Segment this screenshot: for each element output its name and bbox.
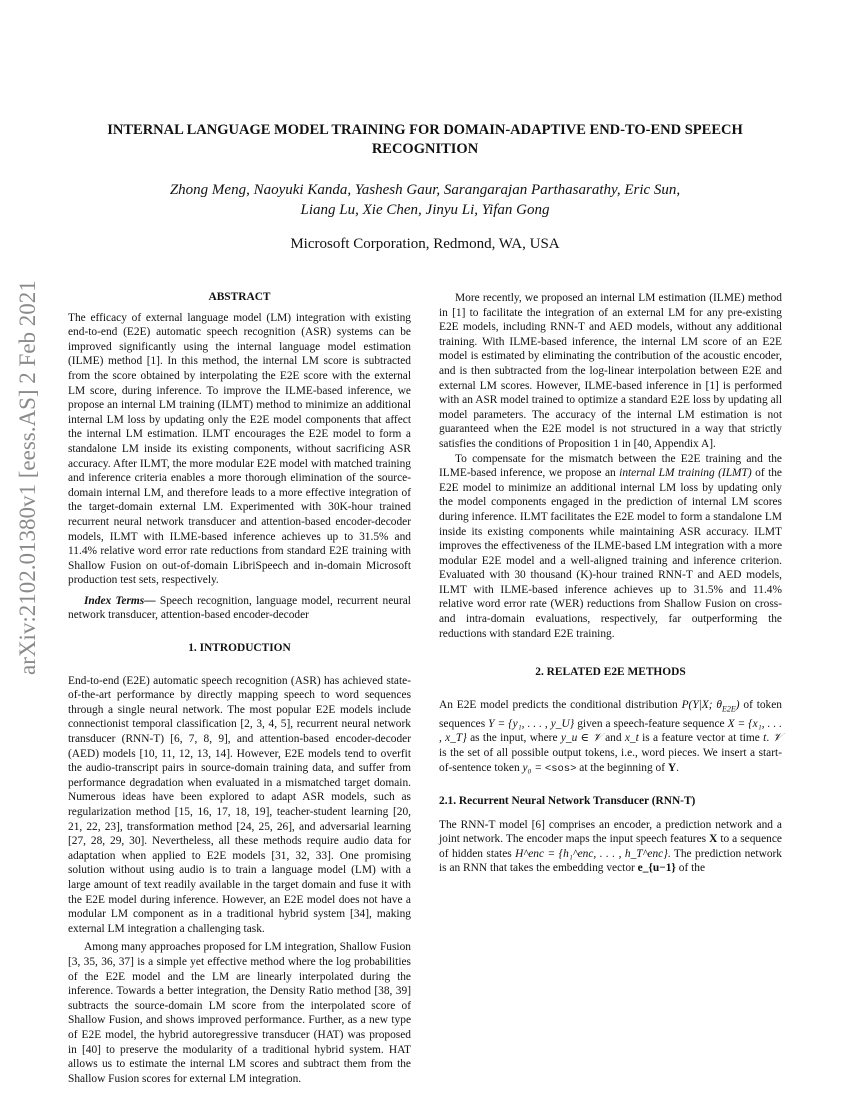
related-text: An E2E model predicts the conditional distribution bbox=[439, 698, 682, 711]
math-expression: X = {x₁, . . . , x_T} bbox=[439, 717, 782, 745]
right-column bbox=[439, 291, 782, 876]
intro-p4-text-b: of the E2E model to minimize an additional internal LM loss by updating only the model components engaged in the prediction of internal LM scores during inference. ILMT facilitates the E2E model to form a standalone LM inside its existing components while maintaining ASR accuracy. ILMT improves the effectiveness of the ILME-based LM integration with a more modular E2E model and a well-aligned training and inference criterion. Evaluated with 30 thousand (K)-hour trained RNN-T and AED models, ILMT with ILME-based inference achieves up to 31.5% and 11.4% relative word error rate (WER) reductions from Shallow Fusion on cross- and intra-domain evaluations, respectively, far outperforming the reductions with standard E2E training. bbox=[439, 467, 782, 640]
intro-paragraph-3: More recently, we proposed an internal LM estimation (ILME) method in [1] to facilitate the integration of an external LM for any pre-existing E2E models, including RNN-T and AED models, without any additional training. With ILME-based inference, the internal LM score of an E2E model is estimated by eliminating the contribution of the acoustic encoder, and is then subtracted from the log-linear interpolation between E2E and external LM scores. However, ILME-based inference in [1] is performed with an ASR model trained to optimize a standard E2E loss by updating all model parameters. The accuracy of the internal LM estimation is not guaranteed when the E2E model is not structured in a way that strictly satisfies the conditions of Proposition 1 in [40, Appendix A]. bbox=[439, 292, 782, 450]
rnnt-subheading: 2.1. Recurrent Neural Network Transducer (RNN-T) bbox=[439, 795, 696, 808]
intro-paragraph-2: Among many approaches proposed for LM integration, Shallow Fusion [3, 35, 36, 37] is a simple yet effective method where the log probabilities of the E2E model and the LM are linearly interpolated during the inference. Towards a better integration, the Density Ratio method [38, 39] subtracts the source-domain LM score from the interpolated score of Shallow Fusion, and shows improved performance. Further, as a new type of E2E model, the hybrid autoregressive transducer (HAT) was proposed in [40] to preserve the modularity of a traditional hybrid system. HAT allows us to estimate the internal LM scores and subtract them from the Shallow Fusion scores for external LM integration. bbox=[68, 941, 411, 1085]
math-expression: e_{u−1} bbox=[637, 862, 676, 875]
math-expression: 𝒱 bbox=[772, 732, 782, 745]
rnnt-text: The RNN-T model [6] comprises an encoder, a prediction network and a joint network. The encoder maps the input speech features bbox=[439, 818, 782, 846]
left-column bbox=[68, 290, 411, 1086]
authors-line-2: Liang Lu, Xie Chen, Jinyu Li, Yifan Gong bbox=[300, 202, 550, 218]
abstract-heading: ABSTRACT bbox=[208, 291, 271, 303]
index-terms bbox=[68, 594, 411, 623]
related-text: is a feature vector at time bbox=[638, 732, 764, 745]
introduction-heading: 1. INTRODUCTION bbox=[188, 642, 291, 655]
math-expression: X bbox=[709, 833, 718, 846]
related-text: given a speech-feature sequence bbox=[574, 717, 728, 730]
intro-paragraph-1: End-to-end (E2E) automatic speech recognition (ASR) has achieved state-of-the-art performance by directly mapping speech to word sequences through a single neural network. The most popular E2E models include connectionist temporal classification [2, 3, 4, 5], recurrent neural network transducer (RNN-T) [6, 7, 8, 9], and attention-based encoder-decoder (AED) models [10, 11, 12, 13, 14]. However, E2E models tend to overfit the audio-transcript pairs in source-domain training data, and suffer from performance degradation when evaluated in a mismatched target domain. Numerous ideas have been explored to adapt ASR models, such as regularization method [15, 16, 17, 18, 19], teacher-student learning [20, 21, 22, 23], transformation method [24, 25, 26], and adversarial learning [27, 28, 29, 30]. Nevertheless, all these methods require audio data for adaptation when applied to E2E models [31, 32, 33]. One promising solution without using audio is to train a language model (LM) with a large amount of text readily available in the target domain and fuse it with the E2E model during inference. However, an E2E model does not have a modular LM component as in a traditional hybrid system [34], making external LM integration a challenging task. bbox=[68, 674, 411, 935]
related-text: . bbox=[766, 732, 773, 745]
math-expression: x_t bbox=[624, 732, 639, 745]
abstract-text: The efficacy of external language model (LM) integration with existing end-to-end (E2E) automatic speech recognition (ASR) systems can be improved significantly using the internal language model estimation (ILME) method [1]. In this method, the internal LM score is subtracted from the score obtained by interpolating the E2E score with the external LM score, during inference. To improve the ILME-based inference, we propose an internal LM training (ILMT) method to minimize an additional internal LM loss by updating only the E2E model components that affect the internal LM estimation. ILMT encourages the E2E model to form a standalone LM inside its existing components, without sacrificing ASR accuracy. After ILMT, the more modular E2E model with matched training and inference criteria enables a more thorough elimination of the source-domain internal LM, and therefore leads to a more effective integration of the target-domain external LM. Experimented with 30K-hour trained recurrent neural network transducer and attention-based encoder-decoder models, ILMT with ILME-based inference achieves up to 31.5% and 11.4% relative word error rate reductions from standard E2E training with Shallow Fusion on out-of-domain LibriSpeech and in-domain Microsoft production test sets, respectively. bbox=[68, 311, 411, 587]
math-expression: H^enc = {h₁^enc, . . . , h_T^enc} bbox=[515, 847, 668, 860]
authors-line-1: Zhong Meng, Naoyuki Kanda, Yashesh Gaur, Sarangarajan Parthasarathy, Eric Sun, bbox=[169, 182, 681, 198]
index-terms-text: Speech recognition, language model, recurrent neural network transducer, attention-based encoder-decoder bbox=[68, 594, 411, 622]
paper-title: INTERNAL LANGUAGE MODEL TRAINING FOR DOMAIN-ADAPTIVE END-TO-END SPEECH RECOGNITION bbox=[107, 122, 743, 157]
rnnt-text: . The prediction network is an RNN that takes the embedding vector bbox=[439, 847, 783, 875]
related-text: . bbox=[676, 761, 679, 774]
related-text: as the input, where bbox=[466, 732, 561, 745]
author-list bbox=[80, 180, 770, 220]
math-expression: P(Y|X; $\theta_{E2E}$) bbox=[681, 698, 740, 714]
intro-p4-emphasis: internal LM training (ILMT) bbox=[619, 467, 752, 480]
related-text: and bbox=[601, 732, 625, 745]
related-text: at the beginning of bbox=[576, 761, 668, 774]
related-paragraph-1 bbox=[439, 698, 782, 776]
affiliation: Microsoft Corporation, Redmond, WA, USA bbox=[290, 236, 560, 252]
related-heading: 2. RELATED E2E METHODS bbox=[535, 666, 686, 679]
rnnt-text: to a sequence of hidden states bbox=[439, 833, 782, 860]
math-expression: y_u ∈ 𝒱 bbox=[560, 732, 602, 745]
math-expression: Y = {y₁, . . . , y_U} bbox=[488, 717, 575, 730]
related-text: of token sequences bbox=[439, 698, 782, 730]
math-expression: t bbox=[763, 732, 767, 745]
intro-p4-text-a: To compensate for the mismatch between the E2E training and the ILME-based inference, we propose an bbox=[439, 452, 782, 480]
rnnt-text: of the bbox=[675, 862, 706, 875]
related-text: is the set of all possible output tokens, i.e., word pieces. We insert a start-of-sentence token bbox=[439, 746, 782, 774]
arxiv-identifier: arXiv:2102.01380v1 [eess.AS] 2 Feb 2021 bbox=[15, 280, 40, 675]
intro-paragraph-4 bbox=[439, 452, 782, 642]
index-terms-label: Index Terms— bbox=[84, 594, 156, 607]
math-expression: y₀ = bbox=[522, 761, 545, 774]
math-expression: Y bbox=[667, 761, 677, 774]
sos-token: <sos> bbox=[544, 762, 577, 775]
rnnt-paragraph bbox=[439, 818, 782, 876]
